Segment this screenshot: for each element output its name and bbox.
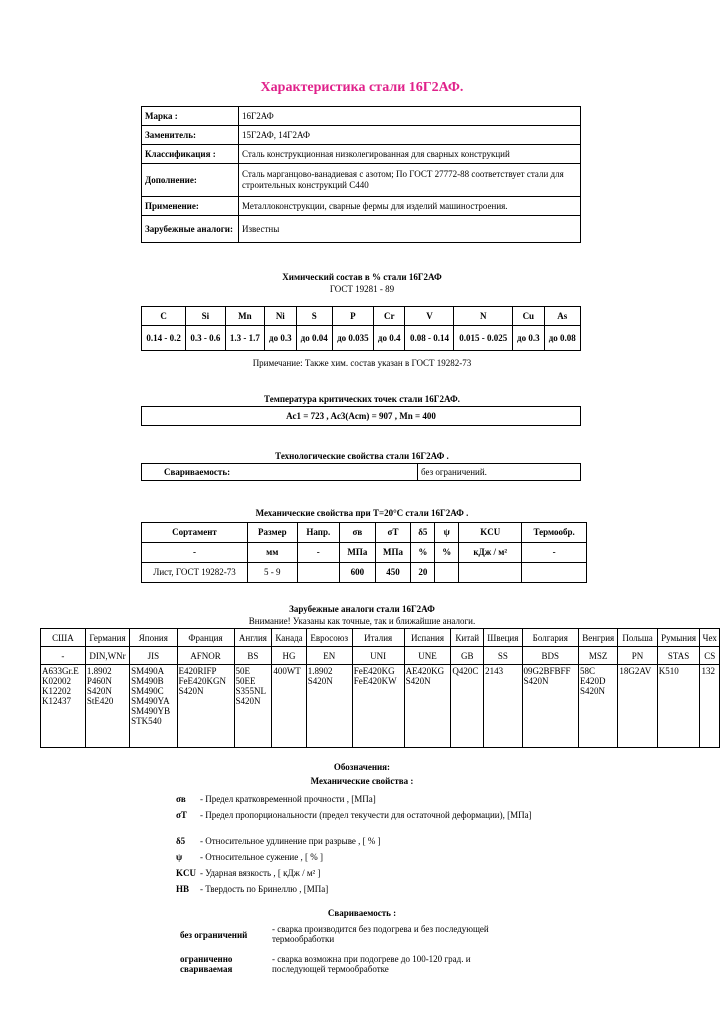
value-cell: Известны: [239, 216, 581, 243]
foreign-standard: BDS: [522, 647, 578, 665]
foreign-grades: AE420KG S420N: [404, 665, 451, 748]
chem-element-header: V: [405, 307, 454, 326]
mech-cell: 450: [375, 563, 411, 583]
crit-title: Температура критических точек стали 16Г2АФ.: [264, 394, 460, 404]
weld-legend-item: [176, 954, 556, 980]
foreign-country: Япония: [130, 629, 177, 647]
foreign-country: Германия: [85, 629, 129, 647]
mech-unit: -: [142, 543, 248, 563]
weld-symbol: ограниченно свариваемая: [180, 954, 233, 974]
mech-cell: 5 - 9: [247, 563, 297, 583]
chem-element-header: Mn: [225, 307, 264, 326]
foreign-warning: Внимание! Указаны как точные, так и ближайшие аналоги.: [248, 616, 476, 626]
chem-element-header: P: [332, 307, 373, 326]
chem-element-value: 0.14 - 0.2: [142, 326, 186, 351]
tech-value: без ограничений.: [418, 464, 581, 481]
foreign-standard: UNI: [352, 647, 404, 665]
chem-element-value: 1.3 - 1.7: [225, 326, 264, 351]
foreign-grades: 58C E420D S420N: [578, 665, 617, 748]
mech-unit: -: [297, 543, 339, 563]
foreign-country: Швеция: [484, 629, 522, 647]
chem-element-value: до 0.3: [265, 326, 297, 351]
key-cell: Классификация :: [142, 145, 239, 164]
foreign-country: Испания: [404, 629, 451, 647]
foreign-country: Евросоюз: [306, 629, 352, 647]
mech-header: Термообр.: [522, 523, 587, 543]
foreign-country: Румыния: [657, 629, 700, 647]
foreign-standard: JIS: [130, 647, 177, 665]
mech-unit: %: [435, 543, 459, 563]
mech-table: [141, 522, 587, 583]
foreign-country: Англия: [234, 629, 272, 647]
table-row: [142, 197, 581, 216]
chem-element-header: As: [544, 307, 580, 326]
table-row: [142, 464, 581, 481]
legend-text: - Предел пропорциональности (предел текучести для остаточной деформации), [МПа]: [200, 810, 532, 820]
chem-element-header: Ni: [265, 307, 297, 326]
chem-note: Примечание: Также хим. состав указан в ГОСТ 19282-73: [252, 358, 472, 368]
table-row: [142, 145, 581, 164]
chem-element-value: до 0.04: [296, 326, 332, 351]
tech-key: Свариваемость:: [142, 464, 418, 481]
table-row: [142, 126, 581, 145]
mech-cell: [522, 563, 587, 583]
weld-symbol: без ограничений: [180, 930, 248, 940]
foreign-table-wrap: [40, 628, 717, 743]
mech-header: δ5: [411, 523, 435, 543]
value-cell: 15Г2АФ, 14Г2АФ: [239, 126, 581, 145]
foreign-standard: GB: [451, 647, 484, 665]
chem-standard: ГОСТ 19281 - 89: [329, 284, 395, 294]
foreign-standard: PN: [618, 647, 657, 665]
chem-element-header: C: [142, 307, 186, 326]
legend-weld-title: Свариваемость :: [327, 908, 397, 918]
foreign-grades: 1.8902 S420N: [306, 665, 352, 748]
mech-cell: [297, 563, 339, 583]
mech-header: σT: [375, 523, 411, 543]
foreign-grades: 50E 50EE S355NL S420N: [234, 665, 272, 748]
mech-header: Сортамент: [142, 523, 248, 543]
legend-item: [176, 810, 556, 834]
legend-text: - Ударная вязкость , [ кДж / м² ]: [200, 868, 321, 878]
foreign-grades: 400WT: [272, 665, 306, 748]
legend-mech-title: Механические свойства :: [310, 776, 414, 786]
foreign-country: Венгрия: [578, 629, 617, 647]
foreign-standard: SS: [484, 647, 522, 665]
chem-element-value: 0.015 - 0.025: [454, 326, 513, 351]
tech-title: Технологические свойства стали 16Г2АФ .: [275, 451, 449, 461]
foreign-standard: UNE: [404, 647, 451, 665]
general-table: [141, 106, 581, 243]
legend-symbol: KCU: [176, 868, 196, 878]
chem-element-header: Cr: [373, 307, 405, 326]
legend-item: [176, 794, 556, 808]
chem-element-value: до 0.3: [513, 326, 545, 351]
foreign-grades: 2143: [484, 665, 522, 748]
foreign-grades: 18G2AV: [618, 665, 657, 748]
foreign-country: Польша: [618, 629, 657, 647]
foreign-country: Канада: [272, 629, 306, 647]
legend-text: - Предел кратковременной прочности , [МПа]: [200, 794, 376, 804]
mech-cell: [435, 563, 459, 583]
page-title: Характеристика стали 16Г2АФ.: [260, 80, 464, 95]
legend-symbol: HB: [176, 884, 190, 894]
foreign-grades: SM490A SM490B SM490C SM490YA SM490YB STK540: [130, 665, 177, 748]
foreign-standard: AFNOR: [177, 647, 234, 665]
mech-cell: Лист, ГОСТ 19282-73: [142, 563, 248, 583]
mech-header: σв: [340, 523, 376, 543]
foreign-country: Китай: [451, 629, 484, 647]
legend-item: [176, 852, 556, 866]
value-cell: Металлоконструкции, сварные фермы для изделий машиностроения.: [239, 197, 581, 216]
legend-text: - Твердость по Бринеллю , [МПа]: [200, 884, 329, 894]
foreign-grades: 09G2BFBFF S420N: [522, 665, 578, 748]
chem-element-header: Si: [186, 307, 225, 326]
table-row: [142, 563, 587, 583]
weld-text: - сварка возможна при подогреве до 100-120 град. и последующей термообработке: [272, 954, 471, 974]
value-cell: Сталь марганцово-ванадиевая с азотом; По ГОСТ 27772-88 соответствует стали для строительных конструкций С440: [239, 164, 581, 197]
chem-element-header: S: [296, 307, 332, 326]
legend-item: [176, 868, 556, 882]
mech-title: Механические свойства при Т=20°С стали 16Г2АФ .: [255, 508, 469, 518]
foreign-standard: MSZ: [578, 647, 617, 665]
mech-header: KCU: [459, 523, 522, 543]
tech-table: [141, 463, 581, 481]
foreign-country: США: [41, 629, 86, 647]
chem-element-value: 0.3 - 0.6: [186, 326, 225, 351]
foreign-grades: K510: [657, 665, 700, 748]
weld-list: [176, 924, 556, 984]
foreign-grades: 1.8902 P460N S420N StE420: [85, 665, 129, 748]
crit-values: Ac1 = 723 , Ac3(Acm) = 907 , Mn = 400: [141, 406, 581, 426]
foreign-country: Болгария: [522, 629, 578, 647]
chem-title: Химический состав в % стали 16Г2АФ: [282, 272, 442, 282]
mech-cell: [459, 563, 522, 583]
legend-symbol: δ5: [176, 836, 186, 846]
legend-symbol: σT: [176, 810, 187, 820]
legend-symbol: ψ: [176, 852, 183, 862]
chem-table: [141, 306, 581, 351]
chem-element-header: N: [454, 307, 513, 326]
table-row: [142, 164, 581, 197]
foreign-standard: STAS: [657, 647, 700, 665]
legend-list: [176, 794, 556, 894]
foreign-standard: HG: [272, 647, 306, 665]
foreign-table: [40, 628, 720, 748]
foreign-grades: Q420C: [451, 665, 484, 748]
table-row: [142, 107, 581, 126]
chem-element-value: до 0.4: [373, 326, 405, 351]
key-cell: Применение:: [142, 197, 239, 216]
foreign-grades: E420RIFP FeE420KGN S420N: [177, 665, 234, 748]
mech-cell: 20: [411, 563, 435, 583]
table-row: [142, 216, 581, 243]
foreign-country: Чех: [700, 629, 720, 647]
mech-header: Размер: [247, 523, 297, 543]
foreign-country: Франция: [177, 629, 234, 647]
mech-unit: МПа: [375, 543, 411, 563]
mech-unit: МПа: [340, 543, 376, 563]
legend-item: [176, 884, 556, 898]
legend-item: [176, 836, 556, 850]
weld-text: - сварка производится без подогрева и без последующей термообработки: [272, 924, 489, 944]
foreign-grades: 132: [700, 665, 720, 748]
mech-header: Напр.: [297, 523, 339, 543]
foreign-title: Зарубежные аналоги стали 16Г2АФ: [289, 604, 435, 614]
key-cell: Марка :: [142, 107, 239, 126]
foreign-standard: BS: [234, 647, 272, 665]
foreign-standard: EN: [306, 647, 352, 665]
foreign-standard: DIN,WNr: [85, 647, 129, 665]
foreign-grades: FeE420KG FeE420KW: [352, 665, 404, 748]
legend-text: - Относительное удлинение при разрыве , [ % ]: [200, 836, 381, 846]
value-cell: 16Г2АФ: [239, 107, 581, 126]
key-cell: Дополнение:: [142, 164, 239, 197]
chem-element-value: до 0.08: [544, 326, 580, 351]
value-cell: Сталь конструкционная низколегированная для сварных конструкций: [239, 145, 581, 164]
foreign-standard: -: [41, 647, 86, 665]
weld-legend-item: [176, 924, 556, 950]
mech-unit: кДж / м²: [459, 543, 522, 563]
mech-unit: мм: [247, 543, 297, 563]
legend-text: - Относительное сужение , [ % ]: [200, 852, 323, 862]
foreign-standard: CS: [700, 647, 720, 665]
mech-unit: -: [522, 543, 587, 563]
foreign-country: Италия: [352, 629, 404, 647]
foreign-grades: A633Gr.E K02002 K12202 K12437: [41, 665, 86, 748]
chem-element-value: до 0.035: [332, 326, 373, 351]
key-cell: Заменитель:: [142, 126, 239, 145]
key-cell: Зарубежные аналоги:: [142, 216, 239, 243]
chem-element-header: Cu: [513, 307, 545, 326]
chem-element-value: 0.08 - 0.14: [405, 326, 454, 351]
mech-unit: %: [411, 543, 435, 563]
mech-cell: 600: [340, 563, 376, 583]
legend-symbol: σв: [176, 794, 186, 804]
legend-title: Обозначения:: [333, 762, 391, 772]
mech-header: ψ: [435, 523, 459, 543]
